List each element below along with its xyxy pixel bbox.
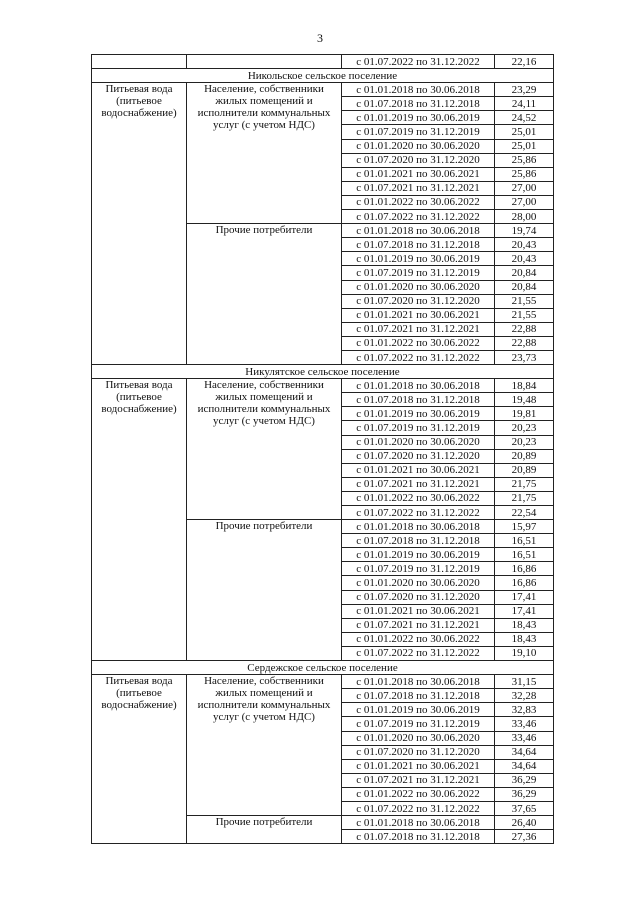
tariff-value-cell: 20,89 <box>495 463 554 477</box>
period-cell: с 01.07.2018 по 31.12.2018 <box>342 534 495 548</box>
tariff-value-cell: 34,64 <box>495 745 554 759</box>
period-cell: с 01.01.2018 по 30.06.2018 <box>342 224 495 238</box>
tariff-value-cell: 21,55 <box>495 308 554 322</box>
period-cell: с 01.01.2018 по 30.06.2018 <box>342 816 495 830</box>
period-cell: с 01.01.2018 по 30.06.2018 <box>342 520 495 534</box>
period-cell: с 01.01.2018 по 30.06.2018 <box>342 83 495 97</box>
period-cell: с 01.01.2019 по 30.06.2019 <box>342 703 495 717</box>
tariff-value-cell: 19,48 <box>495 393 554 407</box>
period-cell: с 01.07.2020 по 31.12.2020 <box>342 449 495 463</box>
tariff-table <box>91 54 554 844</box>
period-cell: с 01.01.2022 по 30.06.2022 <box>342 336 495 350</box>
period-cell: с 01.07.2022 по 31.12.2022 <box>342 350 495 364</box>
tariff-value-cell: 17,41 <box>495 590 554 604</box>
tariff-value-cell: 27,36 <box>495 830 554 844</box>
consumer-category-cell: Прочие потребители <box>187 520 342 661</box>
period-cell: с 01.01.2021 по 30.06.2021 <box>342 463 495 477</box>
period-cell: с 01.01.2021 по 30.06.2021 <box>342 167 495 181</box>
period-cell: с 01.01.2021 по 30.06.2021 <box>342 759 495 773</box>
period-cell: с 01.07.2018 по 31.12.2018 <box>342 393 495 407</box>
period-cell: с 01.01.2022 по 30.06.2022 <box>342 632 495 646</box>
tariff-value-cell: 22,16 <box>495 55 554 69</box>
tariff-value-cell: 25,01 <box>495 139 554 153</box>
period-cell: с 01.07.2018 по 31.12.2018 <box>342 238 495 252</box>
tariff-value-cell: 20,84 <box>495 266 554 280</box>
period-cell: с 01.07.2019 по 31.12.2019 <box>342 717 495 731</box>
period-cell: с 01.07.2022 по 31.12.2022 <box>342 646 495 660</box>
tariff-value-cell: 31,15 <box>495 675 554 689</box>
tariff-value-cell: 32,28 <box>495 689 554 703</box>
period-cell: с 01.07.2021 по 31.12.2021 <box>342 773 495 787</box>
section-title: Никулятское сельское поселение <box>92 365 554 379</box>
period-cell: с 01.01.2019 по 30.06.2019 <box>342 407 495 421</box>
table-row <box>92 55 554 69</box>
period-cell: с 01.01.2018 по 30.06.2018 <box>342 675 495 689</box>
section-title: Никольское сельское поселение <box>92 69 554 83</box>
tariff-value-cell: 16,86 <box>495 576 554 590</box>
period-cell: с 01.01.2018 по 30.06.2018 <box>342 379 495 393</box>
period-cell: с 01.01.2022 по 30.06.2022 <box>342 195 495 209</box>
tariff-value-cell: 37,65 <box>495 801 554 815</box>
period-cell: с 01.01.2021 по 30.06.2021 <box>342 604 495 618</box>
tariff-value-cell: 23,29 <box>495 83 554 97</box>
period-cell: с 01.07.2022 по 31.12.2022 <box>342 801 495 815</box>
tariff-value-cell: 25,86 <box>495 153 554 167</box>
tariff-value-cell: 36,29 <box>495 787 554 801</box>
period-cell: с 01.07.2020 по 31.12.2020 <box>342 745 495 759</box>
period-cell: с 01.07.2019 по 31.12.2019 <box>342 421 495 435</box>
tariff-value-cell: 20,23 <box>495 421 554 435</box>
tariff-value-cell: 34,64 <box>495 759 554 773</box>
period-cell: с 01.07.2022 по 31.12.2022 <box>342 210 495 224</box>
section-header-row <box>92 661 554 675</box>
tariff-value-cell: 16,86 <box>495 562 554 576</box>
period-cell: с 01.01.2019 по 30.06.2019 <box>342 548 495 562</box>
section-title: Сердежское сельское поселение <box>92 661 554 675</box>
tariff-value-cell: 24,11 <box>495 97 554 111</box>
tariff-value-cell: 22,88 <box>495 336 554 350</box>
period-cell: с 01.07.2021 по 31.12.2021 <box>342 618 495 632</box>
service-cell: Питьевая вода (питьевое водоснабжение) <box>92 379 187 661</box>
table-row <box>92 379 554 393</box>
tariff-value-cell: 21,75 <box>495 491 554 505</box>
tariff-value-cell: 28,00 <box>495 210 554 224</box>
tariff-value-cell: 27,00 <box>495 195 554 209</box>
tariff-value-cell: 33,46 <box>495 731 554 745</box>
page-number: 3 <box>317 31 323 45</box>
empty-cell <box>92 55 187 69</box>
tariff-value-cell: 20,84 <box>495 280 554 294</box>
tariff-value-cell: 18,84 <box>495 379 554 393</box>
tariff-value-cell: 18,43 <box>495 632 554 646</box>
tariff-value-cell: 25,86 <box>495 167 554 181</box>
tariff-value-cell: 32,83 <box>495 703 554 717</box>
period-cell: с 01.07.2018 по 31.12.2018 <box>342 689 495 703</box>
section-header-row <box>92 69 554 83</box>
tariff-value-cell: 20,43 <box>495 238 554 252</box>
period-cell: с 01.07.2022 по 31.12.2022 <box>342 506 495 520</box>
period-cell: с 01.07.2020 по 31.12.2020 <box>342 153 495 167</box>
period-cell: с 01.07.2019 по 31.12.2019 <box>342 562 495 576</box>
tariff-value-cell: 33,46 <box>495 717 554 731</box>
tariff-value-cell: 25,01 <box>495 125 554 139</box>
period-cell: с 01.07.2019 по 31.12.2019 <box>342 266 495 280</box>
period-cell: с 01.07.2021 по 31.12.2021 <box>342 477 495 491</box>
tariff-value-cell: 18,43 <box>495 618 554 632</box>
period-cell: с 01.07.2021 по 31.12.2021 <box>342 181 495 195</box>
period-cell: с 01.07.2021 по 31.12.2021 <box>342 322 495 336</box>
tariff-value-cell: 15,97 <box>495 520 554 534</box>
tariff-value-cell: 20,89 <box>495 449 554 463</box>
tariff-value-cell: 19,74 <box>495 224 554 238</box>
consumer-category-cell: Население, собственники жилых помещений и исполнители коммунальных услуг (с учетом НДС) <box>187 379 342 520</box>
tariff-value-cell: 20,23 <box>495 435 554 449</box>
table-row <box>92 675 554 689</box>
table-row <box>92 83 554 97</box>
consumer-category-cell: Население, собственники жилых помещений и исполнители коммунальных услуг (с учетом НДС) <box>187 675 342 816</box>
tariff-value-cell: 19,10 <box>495 646 554 660</box>
tariff-value-cell: 22,88 <box>495 322 554 336</box>
tariff-value-cell: 24,52 <box>495 111 554 125</box>
period-cell: с 01.07.2018 по 31.12.2018 <box>342 830 495 844</box>
period-cell: с 01.07.2020 по 31.12.2020 <box>342 590 495 604</box>
period-cell: с 01.01.2020 по 30.06.2020 <box>342 731 495 745</box>
tariff-value-cell: 16,51 <box>495 548 554 562</box>
tariff-value-cell: 36,29 <box>495 773 554 787</box>
period-cell: с 01.01.2020 по 30.06.2020 <box>342 435 495 449</box>
period-cell: с 01.01.2022 по 30.06.2022 <box>342 491 495 505</box>
empty-cell <box>187 55 342 69</box>
period-cell: с 01.01.2020 по 30.06.2020 <box>342 139 495 153</box>
tariff-value-cell: 19,81 <box>495 407 554 421</box>
service-cell: Питьевая вода (питьевое водоснабжение) <box>92 675 187 844</box>
tariff-value-cell: 21,75 <box>495 477 554 491</box>
period-cell: с 01.01.2020 по 30.06.2020 <box>342 280 495 294</box>
tariff-value-cell: 20,43 <box>495 252 554 266</box>
period-cell: с 01.07.2019 по 31.12.2019 <box>342 125 495 139</box>
period-cell: с 01.01.2019 по 30.06.2019 <box>342 252 495 266</box>
tariff-value-cell: 16,51 <box>495 534 554 548</box>
tariff-value-cell: 22,54 <box>495 506 554 520</box>
service-cell: Питьевая вода (питьевое водоснабжение) <box>92 83 187 365</box>
period-cell: с 01.07.2022 по 31.12.2022 <box>342 55 495 69</box>
period-cell: с 01.01.2022 по 30.06.2022 <box>342 787 495 801</box>
period-cell: с 01.07.2020 по 31.12.2020 <box>342 294 495 308</box>
consumer-category-cell: Прочие потребители <box>187 816 342 844</box>
tariff-value-cell: 17,41 <box>495 604 554 618</box>
consumer-category-cell: Прочие потребители <box>187 224 342 365</box>
period-cell: с 01.01.2020 по 30.06.2020 <box>342 576 495 590</box>
tariff-value-cell: 23,73 <box>495 350 554 364</box>
section-header-row <box>92 365 554 379</box>
tariff-value-cell: 21,55 <box>495 294 554 308</box>
tariff-value-cell: 27,00 <box>495 181 554 195</box>
period-cell: с 01.01.2021 по 30.06.2021 <box>342 308 495 322</box>
tariff-table-body <box>92 55 554 844</box>
tariff-value-cell: 26,40 <box>495 816 554 830</box>
period-cell: с 01.01.2019 по 30.06.2019 <box>342 111 495 125</box>
period-cell: с 01.07.2018 по 31.12.2018 <box>342 97 495 111</box>
consumer-category-cell: Население, собственники жилых помещений и исполнители коммунальных услуг (с учетом НДС) <box>187 83 342 224</box>
